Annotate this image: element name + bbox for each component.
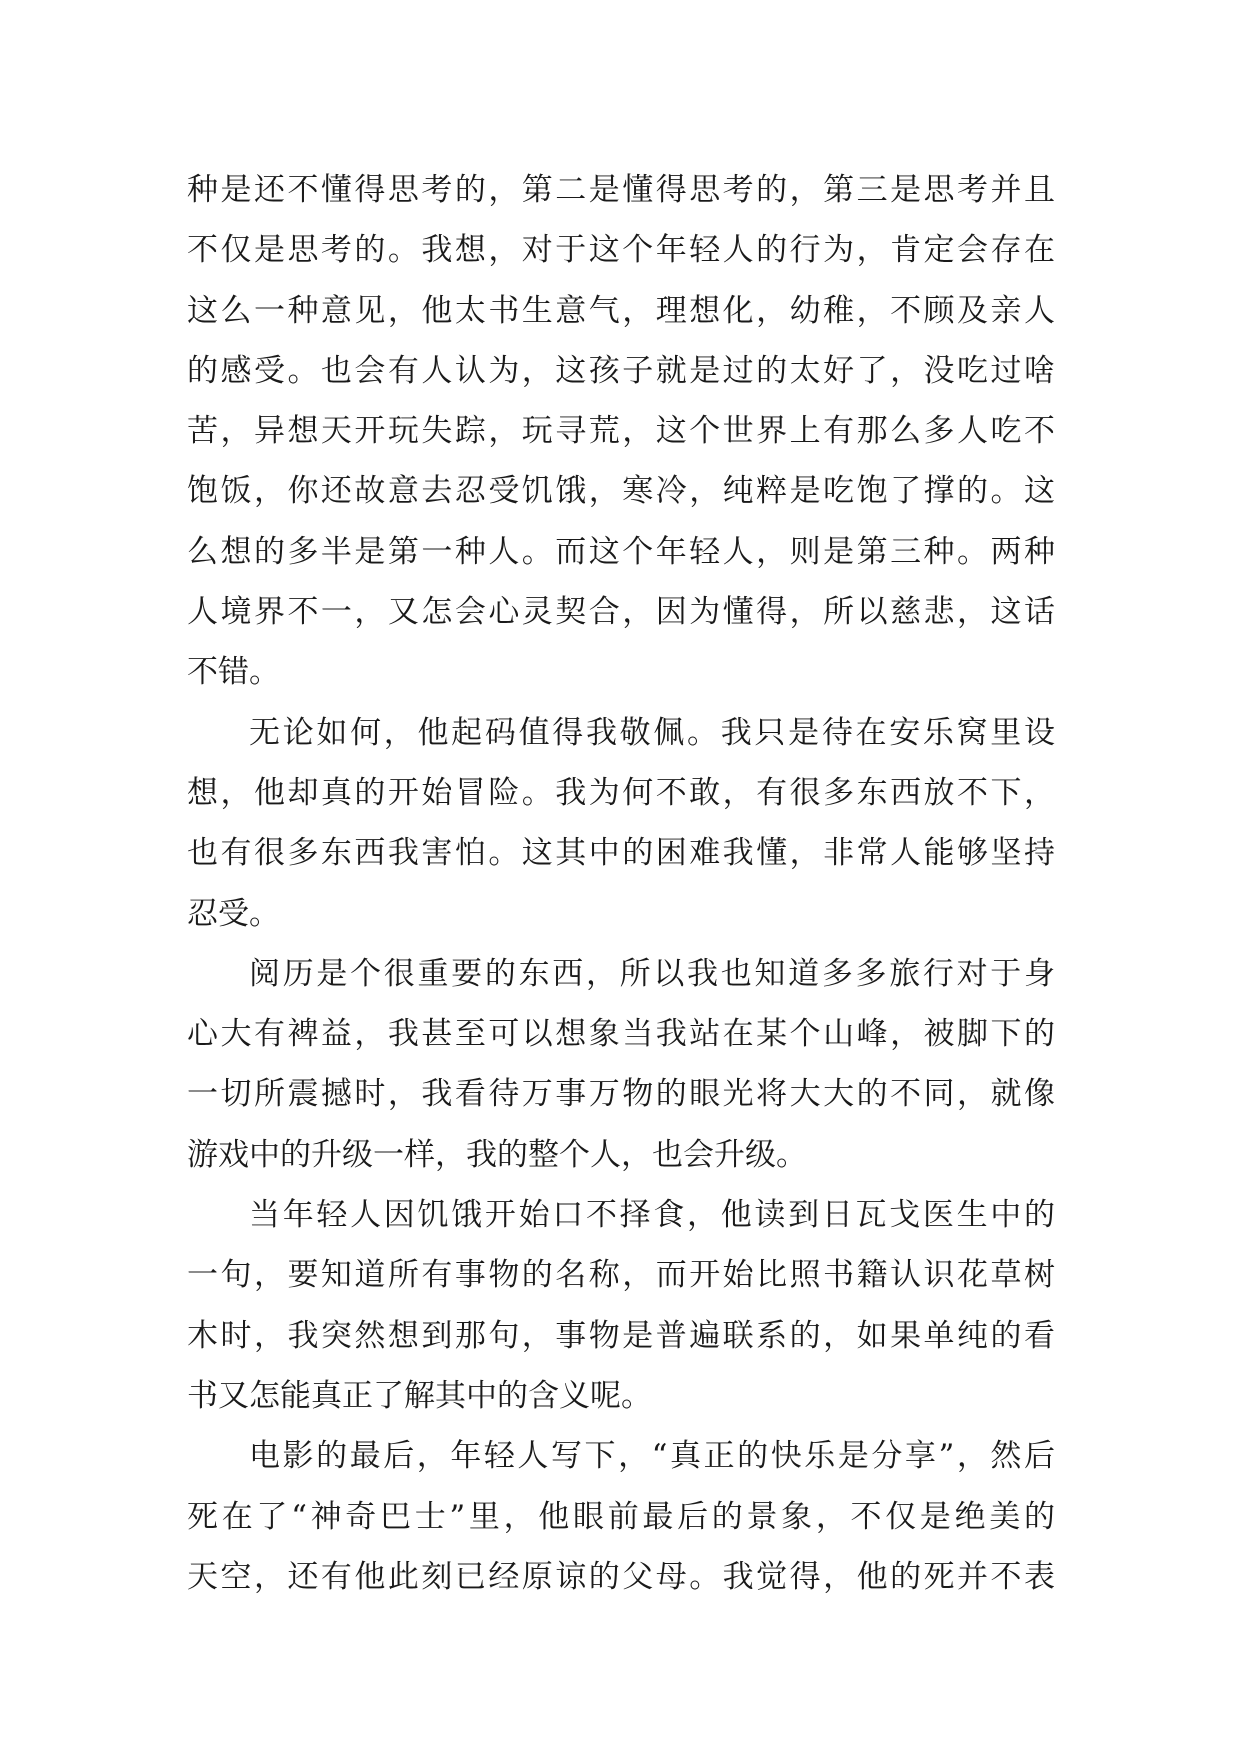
text-line: 也有很多东西我害怕。这其中的困难我懂，非常人能够坚持 bbox=[187, 835, 1055, 872]
paragraph bbox=[187, 703, 1055, 944]
text-line: 的感受。也会有人认为，这孩子就是过的太好了，没吃过啥 bbox=[187, 352, 1055, 389]
text-line: 无论如何，他起码值得我敬佩。我只是待在安乐窝里设 bbox=[249, 714, 1055, 751]
text-line: 饱饭，你还故意去忍受饥饿，寒冷，纯粹是吃饱了撑的。这 bbox=[187, 473, 1055, 510]
text-line: 电影的最后，年轻人写下，“真正的快乐是分享”，然后 bbox=[249, 1438, 1055, 1475]
body-text bbox=[187, 160, 1055, 1607]
text-line: 一句，要知道所有事物的名称，而开始比照书籍认识花草树 bbox=[187, 1257, 1055, 1294]
paragraph bbox=[187, 944, 1055, 1185]
paragraph bbox=[187, 1426, 1055, 1607]
text-line: 木时，我突然想到那句，事物是普遍联系的，如果单纯的看 bbox=[187, 1317, 1055, 1354]
text-line: 不错。 bbox=[187, 654, 280, 691]
text-line: 忍受。 bbox=[187, 895, 280, 932]
text-line: 死在了“神奇巴士”里，他眼前最后的景象，不仅是绝美的 bbox=[187, 1498, 1055, 1535]
paragraph bbox=[187, 1185, 1055, 1426]
text-line: 天空，还有他此刻已经原谅的父母。我觉得，他的死并不表 bbox=[187, 1558, 1055, 1595]
text-line: 当年轻人因饥饿开始口不择食，他读到日瓦戈医生中的 bbox=[249, 1197, 1055, 1234]
text-line: 想，他却真的开始冒险。我为何不敢，有很多东西放不下， bbox=[187, 774, 1055, 811]
text-line: 阅历是个很重要的东西，所以我也知道多多旅行对于身 bbox=[249, 955, 1055, 992]
text-line: 书又怎能真正了解其中的含义呢。 bbox=[187, 1377, 652, 1414]
text-line: 游戏中的升级一样，我的整个人，也会升级。 bbox=[187, 1136, 807, 1173]
paragraph bbox=[187, 160, 1055, 703]
text-line: 不仅是思考的。我想，对于这个年轻人的行为，肯定会存在 bbox=[187, 232, 1055, 269]
text-line: 心大有裨益，我甚至可以想象当我站在某个山峰，被脚下的 bbox=[187, 1016, 1055, 1053]
text-line: 一切所震撼时，我看待万事万物的眼光将大大的不同，就像 bbox=[187, 1076, 1055, 1113]
text-line: 种是还不懂得思考的，第二是懂得思考的，第三是思考并且 bbox=[187, 172, 1055, 208]
text-line: 人境界不一，又怎会心灵契合，因为懂得，所以慈悲，这话 bbox=[187, 594, 1055, 631]
text-line: 这么一种意见，他太书生意气，理想化，幼稚，不顾及亲人 bbox=[187, 292, 1055, 329]
text-line: 么想的多半是第一种人。而这个年轻人，则是第三种。两种 bbox=[187, 533, 1055, 570]
text-line: 苦，异想天开玩失踪，玩寻荒，这个世界上有那么多人吃不 bbox=[187, 413, 1055, 450]
